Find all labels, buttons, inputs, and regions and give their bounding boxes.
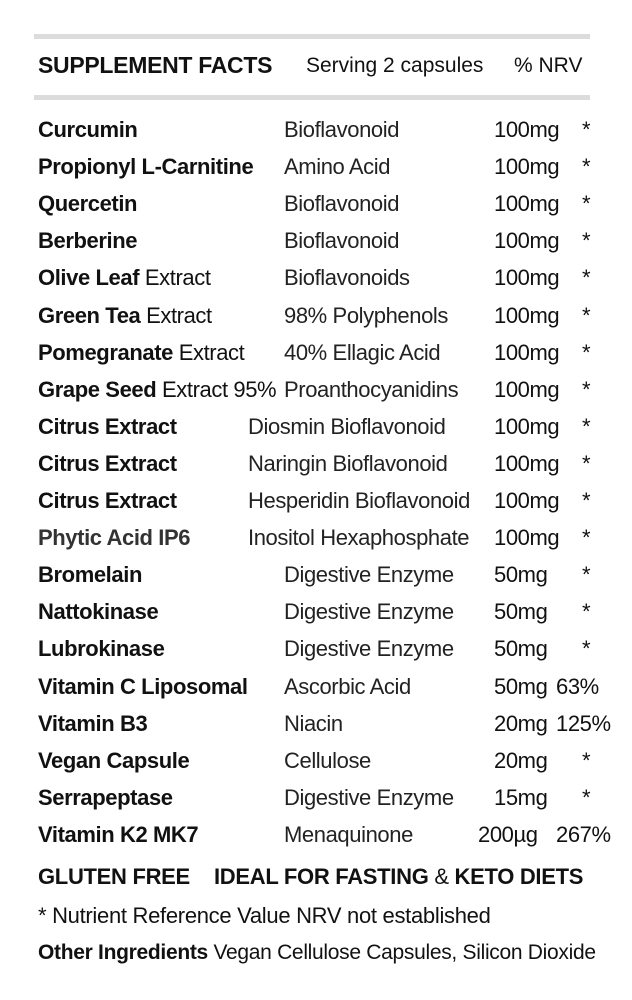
ingredient-name-text: Serrapeptase bbox=[38, 784, 173, 810]
gluten-free-claim: GLUTEN FREE bbox=[38, 864, 190, 889]
ingredient-type: Niacin bbox=[284, 710, 343, 736]
ingredient-type: Inositol Hexaphosphate bbox=[248, 525, 470, 551]
ingredient-nrv: * bbox=[582, 784, 591, 810]
ingredient-type: Menaquinone bbox=[284, 821, 413, 847]
ingredient-nrv: 267% bbox=[556, 821, 611, 847]
ingredient-amount: 100mg bbox=[494, 265, 560, 291]
ingredient-name-text: Vitamin C Liposomal bbox=[38, 673, 248, 699]
ingredient-name bbox=[38, 303, 212, 329]
ingredient-nrv: * bbox=[582, 413, 591, 439]
ingredient-amount: 100mg bbox=[494, 117, 560, 142]
ingredient-nrv: * bbox=[582, 191, 591, 217]
ingredient-amount: 15mg bbox=[494, 784, 548, 810]
ingredient-name bbox=[38, 822, 198, 848]
ingredient-type: Bioflavonoid bbox=[284, 191, 400, 217]
ingredient-row bbox=[0, 674, 632, 711]
ingredient-row bbox=[0, 414, 632, 451]
serving-size: Serving 2 capsules bbox=[306, 54, 484, 77]
ingredient-amount: 100mg bbox=[494, 302, 560, 328]
ingredient-name bbox=[38, 265, 211, 291]
ingredient-amount: 50mg bbox=[494, 599, 548, 625]
facts-header bbox=[38, 52, 598, 79]
ingredient-type: 40% Ellagic Acid bbox=[284, 339, 441, 365]
ingredient-row bbox=[0, 525, 632, 562]
ingredient-row bbox=[0, 562, 632, 599]
ingredient-nrv: * bbox=[582, 599, 591, 625]
ingredient-name bbox=[38, 154, 253, 180]
ingredient-type: Ascorbic Acid bbox=[284, 673, 411, 699]
ingredient-amount: 100mg bbox=[494, 413, 560, 439]
ingredient-name bbox=[38, 674, 248, 700]
ingredient-name bbox=[38, 488, 177, 514]
ingredient-name-text: Grape Seed bbox=[38, 376, 157, 402]
ingredient-row bbox=[0, 599, 632, 636]
ingredient-nrv: * bbox=[582, 525, 591, 551]
ingredient-amount: 50mg bbox=[494, 636, 548, 662]
ingredient-nrv: 63% bbox=[556, 673, 599, 699]
ingredient-type: 98% Polyphenols bbox=[284, 302, 449, 328]
ampersand: & bbox=[428, 864, 455, 889]
ingredient-name bbox=[38, 117, 137, 143]
ingredient-amount: 100mg bbox=[494, 154, 560, 180]
ingredient-amount: 100mg bbox=[494, 191, 560, 217]
ingredient-name-text: Vitamin B3 bbox=[38, 710, 148, 736]
ingredient-nrv: * bbox=[582, 450, 591, 476]
ingredient-name bbox=[38, 414, 177, 440]
ingredient-name-text: Curcumin bbox=[38, 117, 138, 142]
fasting-claim: IDEAL FOR FASTING bbox=[214, 864, 429, 889]
ingredient-name-text: Vegan Capsule bbox=[38, 747, 190, 773]
ingredient-nrv: * bbox=[582, 302, 591, 328]
ingredient-name-suffix: Extract 95% bbox=[156, 376, 277, 402]
ingredient-amount: 100mg bbox=[494, 525, 560, 551]
ingredient-nrv: * bbox=[582, 488, 591, 513]
ingredient-type: Hesperidin Bioflavonoid bbox=[248, 488, 470, 513]
ingredient-amount: 20mg bbox=[494, 710, 548, 736]
ingredient-name bbox=[38, 748, 189, 774]
ingredient-nrv: * bbox=[582, 376, 591, 402]
ingredient-row bbox=[0, 228, 632, 265]
ingredient-nrv: 125% bbox=[556, 710, 611, 736]
ingredient-amount: 100mg bbox=[494, 339, 560, 365]
ingredient-name-text: Berberine bbox=[38, 228, 138, 254]
ingredient-name-suffix: Extract bbox=[172, 339, 245, 365]
ingredient-type: Digestive Enzyme bbox=[284, 636, 454, 662]
ingredient-name-text: Olive Leaf bbox=[38, 265, 140, 291]
ingredient-type: Proanthocyanidins bbox=[284, 376, 459, 402]
ingredient-nrv: * bbox=[582, 154, 591, 180]
ingredient-row bbox=[0, 636, 632, 673]
ingredient-type: Bioflavonoids bbox=[284, 265, 410, 291]
ingredient-nrv: * bbox=[582, 747, 591, 773]
keto-claim: KETO DIETS bbox=[454, 864, 584, 889]
ingredient-name-text: Bromelain bbox=[38, 562, 142, 588]
ingredient-nrv: * bbox=[582, 636, 591, 662]
ingredient-name-text: Citrus Extract bbox=[38, 488, 177, 513]
ingredient-row bbox=[0, 785, 632, 822]
ingredient-type: Diosmin Bioflavonoid bbox=[248, 413, 446, 439]
ingredient-amount: 100mg bbox=[494, 488, 560, 513]
ingredient-row bbox=[0, 340, 632, 377]
ingredient-row bbox=[0, 748, 632, 785]
ingredient-type: Bioflavonoid bbox=[284, 117, 400, 142]
ingredient-name bbox=[38, 377, 276, 403]
fasting-keto-claim bbox=[214, 864, 583, 890]
ingredient-name bbox=[38, 562, 142, 588]
ingredient-nrv: * bbox=[582, 265, 591, 291]
ingredient-type: Amino Acid bbox=[284, 154, 391, 180]
ingredient-name-text: Propionyl L-Carnitine bbox=[38, 154, 254, 180]
ingredient-amount: 50mg bbox=[494, 673, 548, 699]
other-ingredients bbox=[38, 941, 596, 965]
ingredient-amount: 200µg bbox=[478, 821, 538, 847]
ingredient-row bbox=[0, 451, 632, 488]
facts-title: SUPPLEMENT FACTS bbox=[38, 52, 273, 78]
ingredient-name bbox=[38, 228, 137, 254]
ingredient-nrv: * bbox=[582, 117, 591, 142]
ingredient-nrv: * bbox=[582, 228, 591, 254]
ingredient-nrv: * bbox=[582, 339, 591, 365]
ingredient-amount: 100mg bbox=[494, 450, 560, 476]
ingredient-name bbox=[38, 599, 158, 625]
ingredient-name bbox=[38, 785, 173, 811]
ingredient-name-text: Green Tea bbox=[38, 302, 141, 328]
ingredient-amount: 100mg bbox=[494, 228, 560, 254]
ingredient-type: Digestive Enzyme bbox=[284, 562, 454, 588]
ingredient-name-suffix: Extract bbox=[139, 265, 211, 291]
ingredient-row bbox=[0, 191, 632, 228]
ingredient-amount: 20mg bbox=[494, 747, 548, 773]
ingredient-row bbox=[0, 377, 632, 414]
ingredient-name-text: Nattokinase bbox=[38, 599, 159, 625]
ingredient-nrv: * bbox=[582, 562, 591, 588]
ingredient-name bbox=[38, 525, 190, 551]
ingredient-name-text: Pomegranate bbox=[38, 339, 173, 365]
ingredient-name-text: Citrus Extract bbox=[38, 450, 177, 476]
ingredient-name bbox=[38, 340, 244, 366]
ingredient-name bbox=[38, 636, 164, 662]
ingredient-amount: 100mg bbox=[494, 376, 560, 402]
ingredient-type: Digestive Enzyme bbox=[284, 599, 454, 625]
ingredient-name-text: Citrus Extract bbox=[38, 413, 177, 439]
ingredient-amount: 50mg bbox=[494, 562, 548, 588]
ingredient-name-text: Phytic Acid IP6 bbox=[38, 525, 191, 551]
ingredient-name bbox=[38, 451, 177, 477]
nrv-column-header: % NRV bbox=[514, 54, 583, 77]
ingredient-type: Naringin Bioflavonoid bbox=[248, 450, 448, 476]
other-ingredients-value: Vegan Cellulose Capsules, Silicon Dioxide bbox=[207, 941, 596, 964]
ingredient-row bbox=[0, 117, 632, 154]
nrv-footnote: * Nutrient Reference Value NRV not established bbox=[38, 903, 491, 928]
ingredient-name bbox=[38, 711, 147, 737]
header-divider bbox=[34, 95, 590, 100]
ingredient-row bbox=[0, 154, 632, 191]
ingredient-type: Cellulose bbox=[284, 747, 371, 773]
ingredient-row bbox=[0, 822, 632, 859]
ingredient-row bbox=[0, 265, 632, 302]
ingredient-name-text: Quercetin bbox=[38, 191, 138, 217]
other-ingredients-label: Other Ingredients bbox=[38, 941, 208, 964]
ingredient-row bbox=[0, 303, 632, 340]
ingredient-type: Digestive Enzyme bbox=[284, 784, 454, 810]
ingredient-row bbox=[0, 488, 632, 525]
top-divider bbox=[34, 34, 590, 39]
ingredient-type: Bioflavonoid bbox=[284, 228, 400, 254]
ingredient-name-text: Lubrokinase bbox=[38, 636, 165, 662]
ingredient-row bbox=[0, 711, 632, 748]
ingredient-name bbox=[38, 191, 137, 217]
ingredient-name-text: Vitamin K2 MK7 bbox=[38, 821, 199, 847]
ingredient-name-suffix: Extract bbox=[140, 302, 212, 328]
